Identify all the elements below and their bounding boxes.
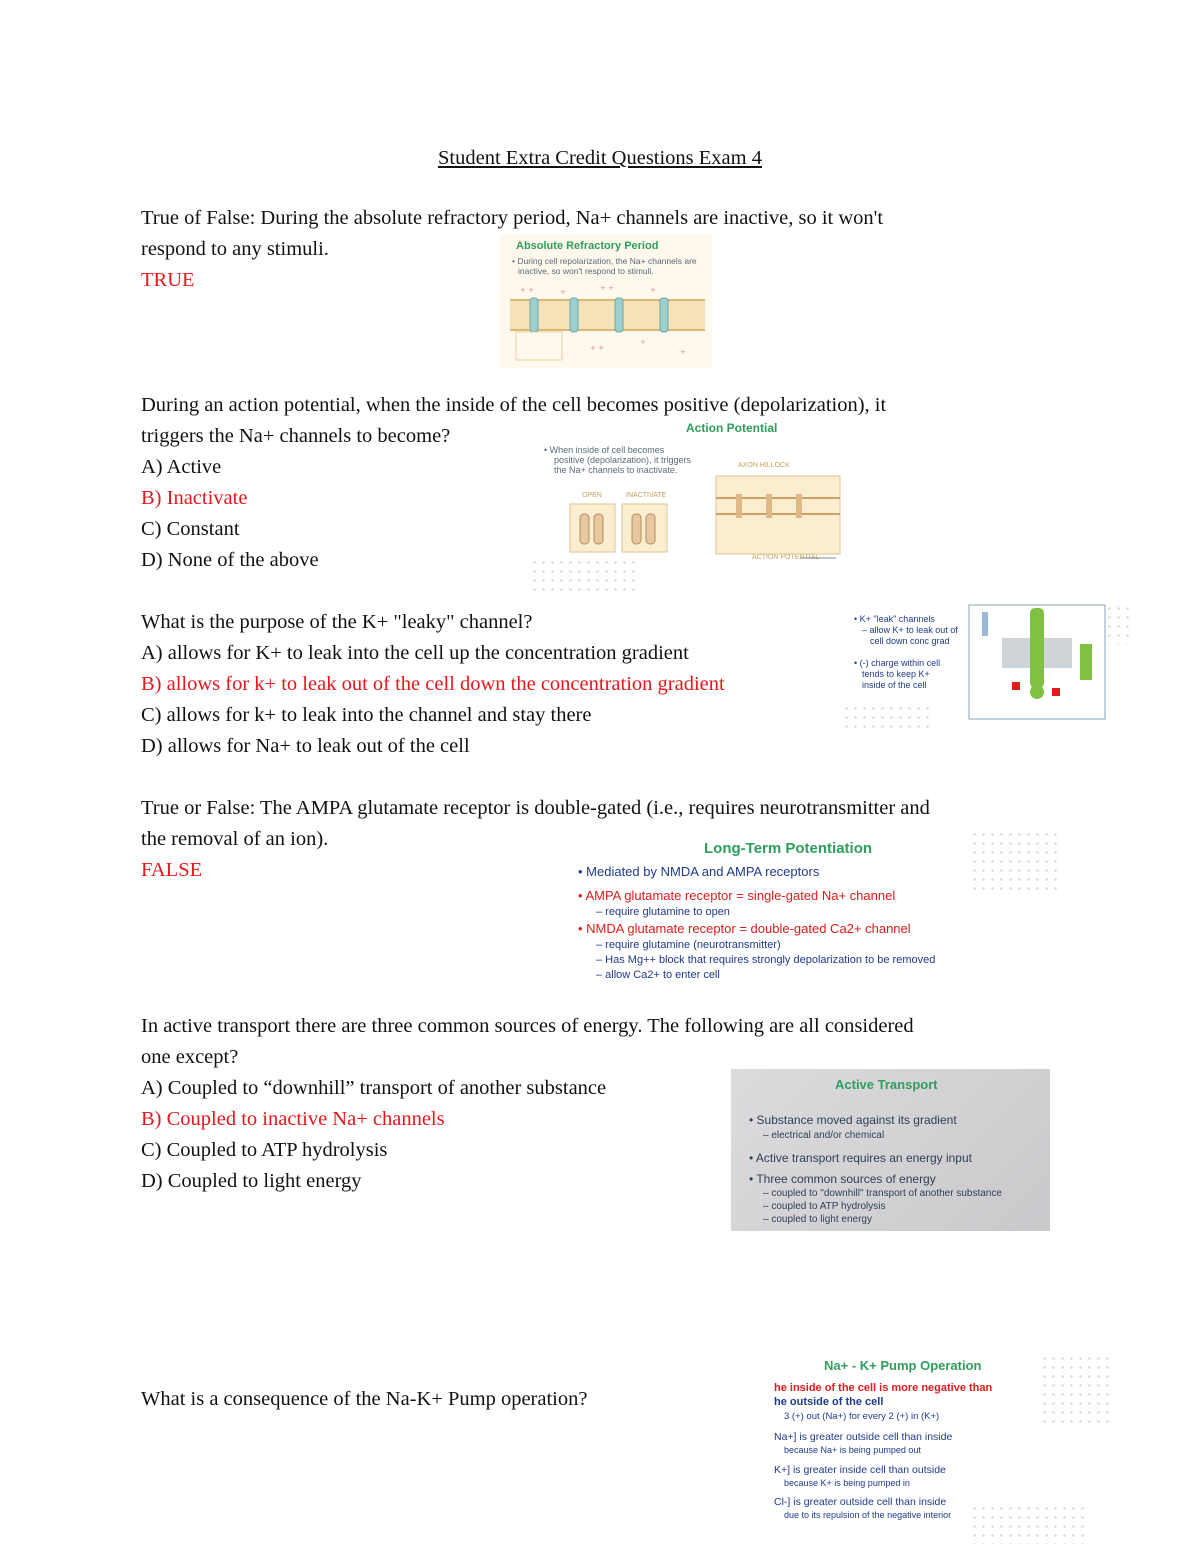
q2-text-line-2: triggers the Na+ channels to become? — [141, 425, 451, 447]
svg-text:+: + — [640, 338, 646, 346]
slide-row-3: • Active transport requires an energy input — [749, 1151, 972, 1165]
q5-text-line-1: In active transport there are three common sources of energy. The following are all considered — [141, 1015, 914, 1037]
absolute-refractory-slide — [500, 234, 712, 368]
q1-text-line-1: True of False: During the absolute refractory period, Na+ channels are inactive, so it won't — [141, 207, 884, 229]
q2-option-a: A) Active — [141, 456, 222, 478]
slide-row-9: due to its repulsion of the negative interior — [784, 1510, 952, 1520]
q2-option-d: D) None of the above — [141, 549, 319, 571]
q1-text-line-2: respond to any stimuli. — [141, 238, 329, 260]
action-potential-slide — [530, 418, 860, 596]
slide-row-5: – coupled to "downhill" transport of another substance — [763, 1188, 1002, 1199]
q3-option-d: D) allows for Na+ to leak out of the cell — [141, 735, 470, 757]
q2-text-line-1: During an action potential, when the inside of the cell becomes positive (depolarization), it — [141, 394, 887, 416]
slide-title: Action Potential — [686, 421, 778, 435]
slide-row-2: he outside of the cell — [774, 1396, 884, 1408]
svg-text:+: + — [650, 286, 656, 294]
q5-text-line-2: one except? — [141, 1046, 239, 1068]
slide-row-4: • Three common sources of energy — [749, 1172, 936, 1186]
svg-text:+: + — [680, 348, 686, 356]
document-title: Student Extra Credit Questions Exam 4 — [438, 147, 762, 169]
k-leak-slide — [842, 604, 1132, 736]
slide-bullet-line-2: positive (depolarization), it triggers — [554, 455, 692, 465]
q3-option-b: B) allows for k+ to leak out of the cell down the concentration gradient — [141, 673, 725, 695]
q5-option-d: D) Coupled to light energy — [141, 1170, 362, 1192]
slide-row-3: 3 (+) out (Na+) for every 2 (+) in (K+) — [784, 1411, 940, 1422]
slide-bullet1-line-2: – allow K+ to leak out of — [862, 625, 958, 635]
slide-row-1: • Substance moved against its gradient — [749, 1113, 957, 1127]
slide-row-6: – coupled to ATP hydrolysis — [763, 1201, 886, 1212]
slide-row-5: because Na+ is being pumped out — [784, 1445, 921, 1455]
channel-diagram — [530, 418, 860, 596]
slide-bullet-line-3: the Na+ channels to inactivate. — [554, 465, 678, 475]
q4-text-line-1: True or False: The AMPA glutamate receptor is double-gated (i.e., requires neurotransmitter and — [141, 797, 930, 819]
slide-bullet1-line-1: • K+ "leak" channels — [854, 614, 935, 624]
svg-text:+: + — [560, 288, 566, 296]
q5-option-b: B) Coupled to inactive Na+ channels — [141, 1108, 445, 1130]
slide-bullet2-line-2: tends to keep K+ — [862, 669, 930, 679]
q4-answer: FALSE — [141, 859, 203, 881]
membrane-diagram — [500, 280, 712, 368]
slide-title: Active Transport — [835, 1077, 938, 1092]
q6-text: What is a consequence of the Na-K+ Pump operation? — [141, 1388, 588, 1410]
active-transport-slide — [731, 1069, 1050, 1231]
slide-title: Long-Term Potentiation — [704, 840, 873, 857]
slide-bullet-line-1: • During cell repolarization, the Na+ channels are — [512, 256, 697, 266]
slide-bullet2-line-1: • (-) charge within cell — [854, 658, 941, 668]
slide-row-8: Cl-] is greater outside cell than inside — [774, 1496, 947, 1508]
label-open: OPEN — [582, 492, 602, 499]
label-axon-hillock: AXON HILLOCK — [738, 462, 790, 469]
slide-row-5: – require glutamine (neurotransmitter) — [596, 939, 781, 951]
slide-row-7: – coupled to light energy — [763, 1214, 872, 1225]
slide-row-7: – allow Ca2+ to enter cell — [596, 969, 720, 981]
q4-text-line-2: the removal of an ion). — [141, 828, 329, 850]
svg-text:+ +: + + — [520, 286, 534, 294]
leak-channel-diagram — [968, 604, 1108, 722]
q2-option-c: C) Constant — [141, 518, 240, 540]
svg-text:+ +: + + — [590, 344, 604, 352]
slide-row-6: – Has Mg++ block that requires strongly depolarization to be removed — [596, 954, 936, 966]
label-inactivate: INACTIVATE — [626, 492, 667, 499]
q3-text: What is the purpose of the K+ "leaky" channel? — [141, 611, 533, 633]
slide-bullet1-line-3: cell down conc grad — [870, 636, 950, 646]
q5-option-a: A) Coupled to “downhill” transport of another substance — [141, 1077, 607, 1099]
label-action-potential: ACTION POTENTIAL — [752, 554, 820, 561]
slide-title: Absolute Refractory Period — [516, 240, 659, 252]
slide-bullet-line-1: • When inside of cell becomes — [544, 445, 665, 455]
slide-title: Na+ - K+ Pump Operation — [824, 1358, 982, 1373]
q1-answer: TRUE — [141, 269, 195, 291]
slide-row-1: he inside of the cell is more negative than — [774, 1382, 993, 1394]
na-k-pump-slide — [770, 1354, 1110, 1544]
slide-row-2: • AMPA glutamate receptor = single-gated Na+ channel — [578, 888, 896, 903]
slide-bullet2-line-3: inside of the cell — [862, 680, 927, 690]
slide-row-6: K+] is greater inside cell than outside — [774, 1464, 946, 1476]
q3-option-c: C) allows for k+ to leak into the channel and stay there — [141, 704, 592, 726]
q2-option-b: B) Inactivate — [141, 487, 248, 509]
q3-option-a: A) allows for K+ to leak into the cell up the concentration gradient — [141, 642, 689, 664]
q5-option-c: C) Coupled to ATP hydrolysis — [141, 1139, 388, 1161]
slide-row-1: • Mediated by NMDA and AMPA receptors — [578, 864, 820, 879]
long-term-potentiation-slide — [540, 830, 1060, 996]
slide-row-4: • NMDA glutamate receptor = double-gated Ca2+ channel — [578, 921, 911, 936]
slide-bullet-line-2: inactive, so won't respond to stimuli. — [518, 266, 654, 276]
slide-row-7: because K+ is being pumped in — [784, 1478, 910, 1488]
slide-row-3: – require glutamine to open — [596, 906, 730, 918]
slide-row-2: – electrical and/or chemical — [763, 1130, 885, 1141]
svg-text:+ +: + + — [600, 284, 614, 292]
slide-row-4: Na+] is greater outside cell than inside — [774, 1431, 953, 1443]
